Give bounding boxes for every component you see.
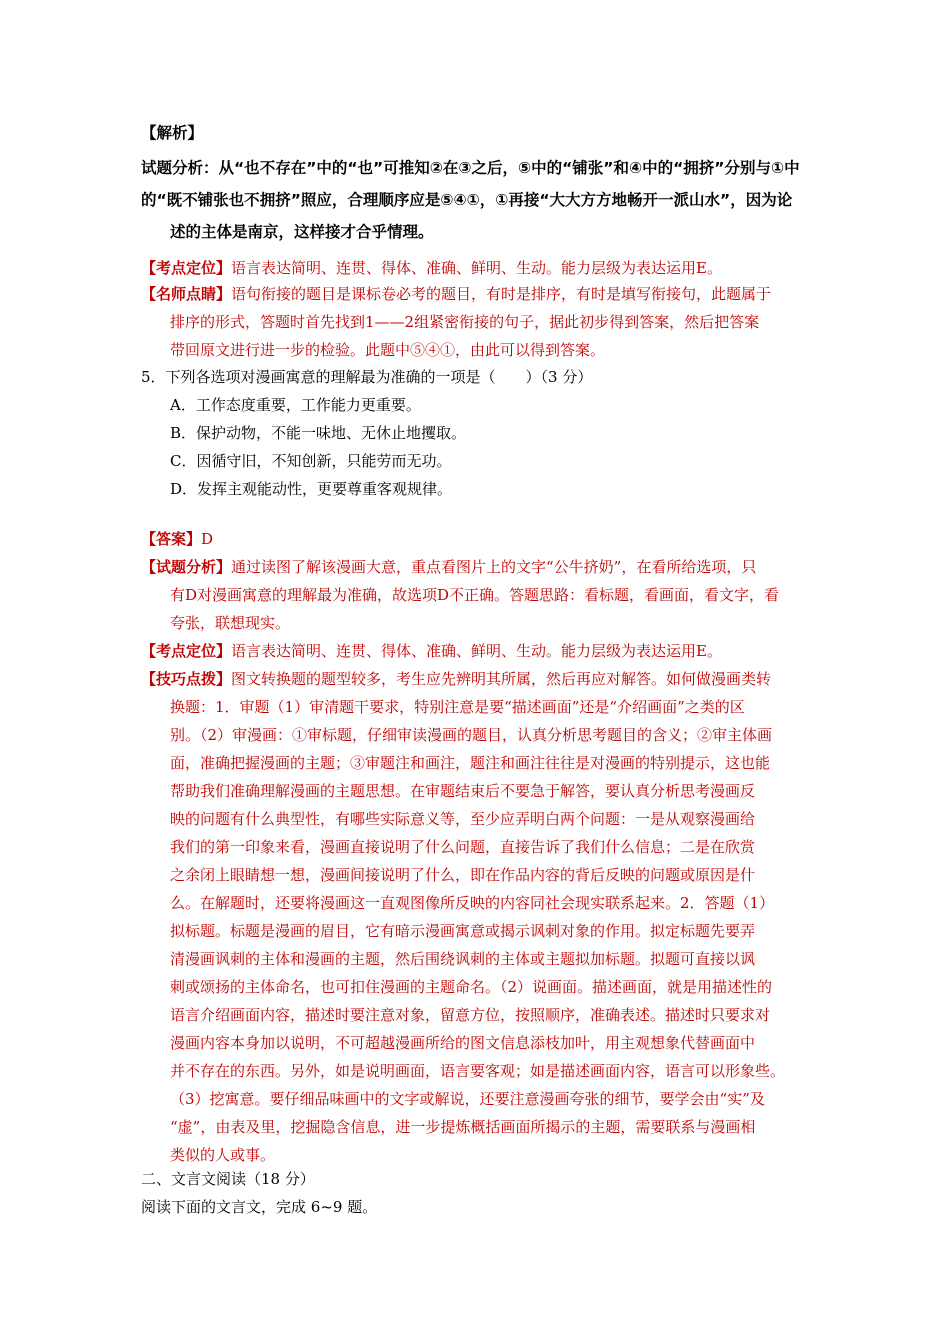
analysis-line-1: 试题分析：从“也不存在”中的“也”可推知②在③之后，⑤中的“铺张”和④中的“拥挤”分别与①中 bbox=[141, 159, 800, 177]
jiqiao-line-12: 刺或颂扬的主体命名，也可扣住漫画的主题命名。（2）说画面。描述画面，就是用描述性的 bbox=[170, 978, 773, 996]
jiqiao-line-1 bbox=[141, 669, 771, 689]
jiqiao-line-7: 我们的第一印象来看，漫画直接说明了什么问题，直接告诉了我们什么信息；二是在欣赏 bbox=[170, 838, 756, 856]
jiqiao-line-4: 面，准确把握漫画的主题；③审题注和画注，题注和画注往往是对漫画的特别提示，这也能 bbox=[170, 754, 771, 772]
jiqiao-line-2: 换题：1．审题（1）审清题干要求，特别注意是要“描述画面”还是“介绍画面”之类的区 bbox=[170, 698, 745, 716]
mingshi-first: 语句衔接的题目是课标卷必考的题目，有时是排序，有时是填写衔接句，此题属于 bbox=[231, 285, 772, 303]
jiqiao-line-13: 语言介绍画面内容，描述时要注意对象，留意方位，按照顺序，准确表述。描述时只要求对 bbox=[170, 1006, 771, 1024]
kaodian-2-tag: 【考点定位】 bbox=[141, 642, 232, 660]
analysis-line-3: 述的主体是南京，这样接才合乎情理。 bbox=[170, 223, 434, 241]
question-5-option-b: B．保护动物，不能一味地、无休止地攫取。 bbox=[170, 424, 467, 442]
kaodian-1-tag: 【考点定位】 bbox=[141, 259, 232, 277]
jiqiao-line-10: 拟标题。标题是漫画的眉目，它有暗示漫画寓意或揭示讽刺对象的作用。拟定标题先要弄 bbox=[170, 922, 756, 940]
jiqiao-line-15: 并不存在的东西。另外，如是说明画面，语言要客观；如是描述画面内容，语言可以形象些。 bbox=[170, 1062, 786, 1080]
shiti-fenxi-tag: 【试题分析】 bbox=[141, 558, 232, 576]
answer-text: D bbox=[201, 530, 214, 548]
shiti-fenxi-first: 通过读图了解该漫画大意，重点看图片上的文字“公牛挤奶”，在看所给选项，只 bbox=[231, 558, 757, 576]
jiqiao-line-14: 漫画内容本身加以说明，不可超越漫画所给的图文信息添枝加叶，用主观想象代替画面中 bbox=[170, 1034, 756, 1052]
jiqiao-line-6: 映的问题有什么典型性，有哪些实际意义等，至少应弄明白两个问题：一是从观察漫画给 bbox=[170, 810, 756, 828]
jiqiao-line-5: 帮助我们准确理解漫画的主题思想。在审题结束后不要急于解答，要认真分析思考漫画反 bbox=[170, 782, 756, 800]
mingshi-tag: 【名师点睛】 bbox=[141, 285, 232, 303]
kaodian-1 bbox=[141, 258, 722, 278]
kaodian-1-text: 语言表达简明、连贯、得体、准确、鲜明、生动。能力层级为表达运用E。 bbox=[231, 259, 722, 277]
shiti-fenxi-line-2: 有D对漫画寓意的理解最为准确，故选项D不正确。答题思路：看标题，看画面，看文字，看 bbox=[170, 586, 780, 604]
jiqiao-tag: 【技巧点拨】 bbox=[141, 670, 232, 688]
answer bbox=[141, 529, 213, 549]
shiti-fenxi-line-1 bbox=[141, 557, 756, 577]
jiqiao-line-18: 类似的人或事。 bbox=[170, 1146, 276, 1164]
jiqiao-line-16: （3）挖寓意。要仔细品味画中的文字或解说，还要注意漫画夸张的细节，要学会由“实”及 bbox=[170, 1090, 765, 1108]
mingshi-line-1 bbox=[141, 284, 771, 304]
shiti-fenxi-line-3: 夸张，联想现实。 bbox=[170, 614, 291, 632]
answer-tag: 【答案】 bbox=[141, 530, 202, 548]
question-5-option-c: C．因循守旧，不知创新，只能劳而无功。 bbox=[170, 452, 452, 470]
question-5-option-a: A．工作态度重要，工作能力更重要。 bbox=[170, 396, 421, 414]
jiqiao-line-9: 么。在解题时，还要将漫画这一直观图像所反映的内容同社会现实联系起来。2．答题（1） bbox=[170, 894, 775, 912]
jiqiao-line-11: 清漫画讽刺的主体和漫画的主题，然后围绕讽刺的主体或主题拟加标题。拟题可直接以讽 bbox=[170, 950, 756, 968]
question-5-option-d: D．发挥主观能动性，更要尊重客观规律。 bbox=[170, 480, 453, 498]
question-5-stem: 5．下列各选项对漫画寓意的理解最为准确的一项是（ ）（3 分） bbox=[141, 368, 593, 386]
analysis-header: 【解析】 bbox=[141, 124, 204, 142]
section-2-title: 二、文言文阅读（18 分） bbox=[141, 1170, 315, 1188]
jiqiao-line-8: 之余闭上眼睛想一想，漫画间接说明了什么，即在作品内容的背后反映的问题或原因是什 bbox=[170, 866, 756, 884]
kaodian-2-text: 语言表达简明、连贯、得体、准确、鲜明、生动。能力层级为表达运用E。 bbox=[231, 642, 722, 660]
analysis-line-2: 的“既不铺张也不拥挤”照应，合理顺序应是⑤④①，①再接“大大方方地畅开一派山水”，因为论 bbox=[141, 191, 793, 209]
mingshi-line-2: 排序的形式，答题时首先找到1——2组紧密衔接的句子，据此初步得到答案，然后把答案 bbox=[170, 313, 760, 331]
jiqiao-line-3: 别。（2）审漫画：①审标题，仔细审读漫画的题目，认真分析思考题目的含义；②审主体画 bbox=[170, 726, 773, 744]
mingshi-line-3: 带回原文进行进一步的检验。此题中⑤④①，由此可以得到答案。 bbox=[170, 341, 606, 359]
jiqiao-first: 图文转换题的题型较多，考生应先辨明其所属，然后再应对解答。如何做漫画类转 bbox=[231, 670, 772, 688]
section-2-instruction: 阅读下面的文言文，完成 6~9 题。 bbox=[141, 1198, 378, 1216]
jiqiao-line-17: “虚”，由表及里，挖掘隐含信息，进一步提炼概括画面所揭示的主题，需要联系与漫画相 bbox=[170, 1118, 756, 1136]
kaodian-2 bbox=[141, 641, 722, 661]
